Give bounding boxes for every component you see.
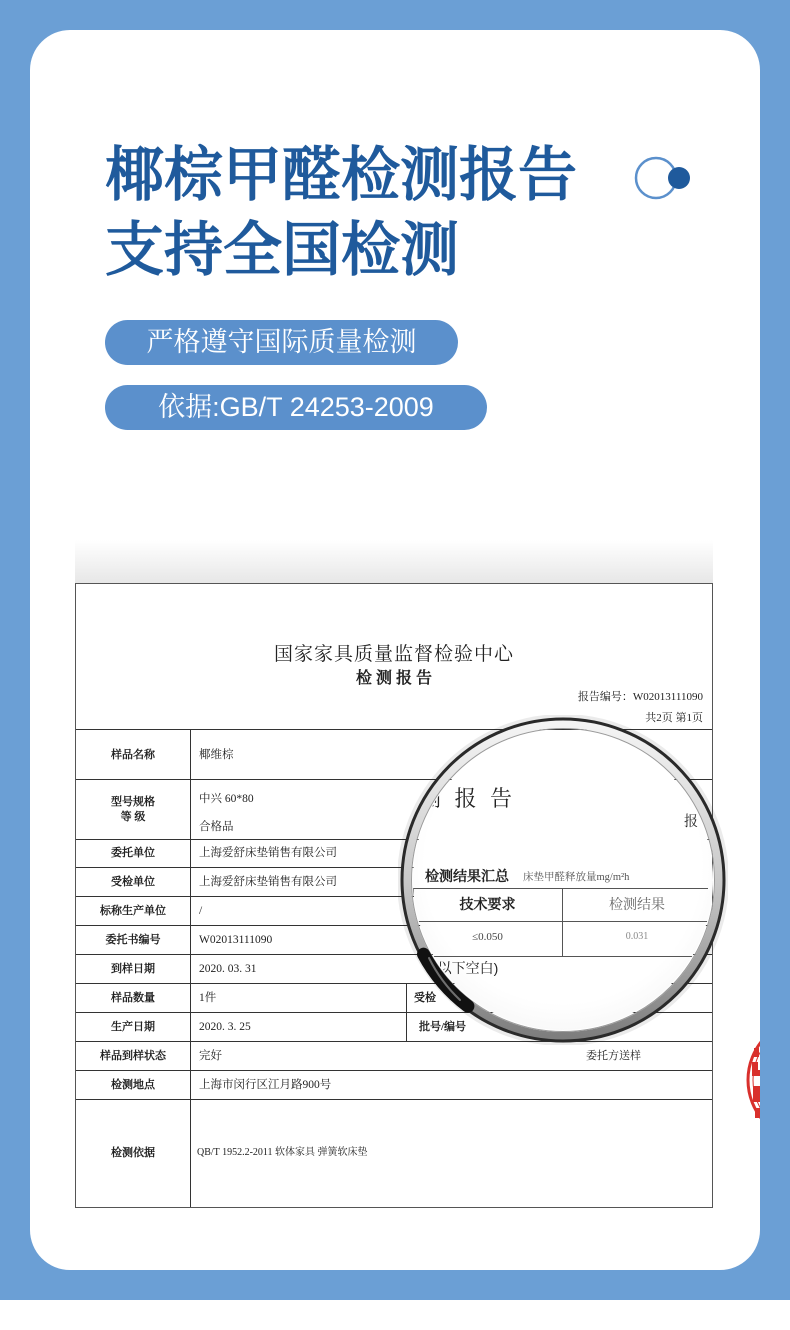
- row-value: 上海市闵行区江月路900号: [199, 1079, 332, 1091]
- document-shadow: [75, 540, 713, 584]
- row-value: 上海爱舒床垫销售有限公司: [199, 876, 337, 888]
- row-label-secondary: 等 级: [120, 811, 146, 823]
- row-value: 椰维棕: [199, 749, 234, 761]
- row-value: 1件: [199, 992, 217, 1004]
- lens-col-result: 检测结果: [609, 896, 665, 912]
- lens-col-requirement: 技术要求: [459, 896, 516, 912]
- row-label: 到样日期: [76, 955, 191, 983]
- row-value: 中兴 60*80: [199, 793, 254, 805]
- magnifier-rim: [398, 715, 728, 1045]
- row-label: 检测依据: [76, 1100, 191, 1207]
- row-label: 受检单位: [76, 868, 191, 896]
- report-title: 检 测 报 告: [355, 670, 432, 687]
- title-line-1: 椰棕甲醛检测报告: [105, 142, 578, 208]
- page-title: [105, 138, 577, 288]
- row-value-secondary: 合格品: [199, 821, 234, 833]
- standard-badge: 严格遵守国际质量检测: [105, 320, 458, 365]
- row-label: 生产日期: [76, 1013, 191, 1041]
- lens-result-value: 0.031: [625, 931, 649, 942]
- row-label: 检测地点: [76, 1071, 191, 1099]
- report-number: 报告编号：W02013111090: [577, 691, 703, 703]
- row-label: 样品数量: [76, 984, 191, 1012]
- lens-summary-label: 检测结果汇总: [425, 868, 509, 884]
- table-row: [76, 1041, 712, 1070]
- row-label: 标称生产单位: [76, 897, 191, 925]
- row-label: 委托单位: [76, 840, 191, 867]
- row-value: 完好: [199, 1050, 222, 1062]
- lens-edge-char: 报: [684, 815, 698, 830]
- row-value: 2020. 03. 31: [199, 963, 257, 975]
- row-label: 样品名称: [76, 730, 191, 779]
- official-seal: [730, 1010, 760, 1150]
- row-label: 样品到样状态: [76, 1042, 191, 1070]
- row-label-cell: [76, 780, 191, 839]
- basis-badge: 依据:GB/T 24253-2009: [105, 385, 487, 430]
- report-organization: 国家家具质量监督检验中心: [273, 644, 514, 665]
- ring-dot-icon: [632, 155, 692, 201]
- lens-blank-note: (以下空白): [433, 960, 499, 976]
- row-extra-value: 委托方送样: [586, 1050, 641, 1062]
- table-row: [76, 1070, 712, 1099]
- row-label: 型号规格: [111, 796, 155, 808]
- lens-heading: 测 报 告: [419, 786, 517, 811]
- row-value: QB/T 1952.2-2011 软体家具 弹簧软床垫: [197, 1147, 368, 1158]
- row-extra-label: 受检: [414, 992, 436, 1004]
- row-value: 2020. 3. 25: [199, 1021, 251, 1033]
- row-label: 委托书编号: [76, 926, 191, 954]
- table-row: [76, 1099, 712, 1207]
- lens-requirement-value: ≤0.050: [472, 931, 503, 943]
- row-extra-label: 批号/编号: [419, 1021, 467, 1033]
- row-value: W02013111090: [199, 934, 273, 946]
- row-value: 上海爱舒床垫销售有限公司: [199, 847, 337, 859]
- lens-summary-item: 床垫甲醛释放量mg/m²h: [523, 872, 630, 883]
- report-page-info: 共2页 第1页: [645, 712, 703, 724]
- row-value: /: [199, 905, 203, 917]
- title-line-2: 支持全国检测: [105, 217, 460, 283]
